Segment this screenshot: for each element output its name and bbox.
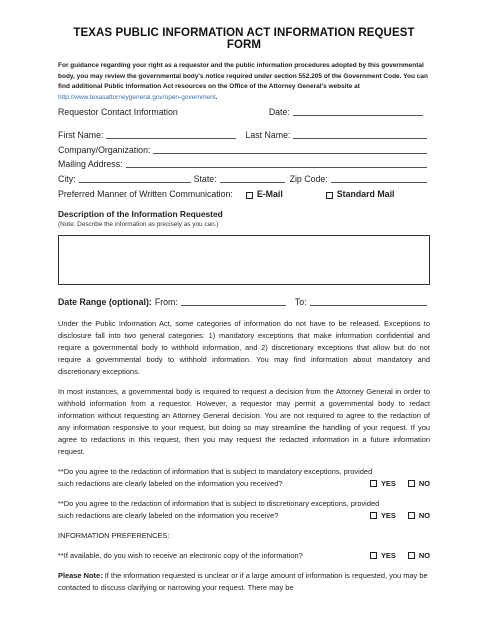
mailing-address-label: Mailing Address: bbox=[58, 159, 123, 170]
mandatory-yes-label: YES bbox=[380, 478, 396, 488]
zip-field[interactable] bbox=[331, 174, 427, 183]
please-note-paragraph bbox=[58, 570, 430, 594]
electronic-no-checkbox[interactable] bbox=[408, 552, 415, 559]
mailing-row bbox=[58, 157, 430, 170]
last-name-label: Last Name: bbox=[245, 130, 291, 141]
mandatory-no-label: NO bbox=[418, 478, 430, 488]
state-field[interactable] bbox=[220, 174, 285, 183]
electronic-yes-checkbox[interactable] bbox=[370, 552, 377, 559]
from-label: From: bbox=[154, 296, 178, 307]
state-label: State: bbox=[193, 173, 217, 184]
intro-end: . bbox=[215, 93, 218, 101]
discretionary-yes-label: YES bbox=[380, 510, 396, 520]
last-name-field[interactable] bbox=[293, 130, 427, 139]
discretionary-question-line2: such redactions are clearly labeled on the information you receive? bbox=[58, 510, 279, 520]
date-range-label: Date Range (optional): bbox=[58, 296, 152, 307]
discretionary-question bbox=[58, 498, 430, 522]
to-field[interactable] bbox=[310, 297, 427, 306]
description-note: (Note: Describe the information as precisely as you can.) bbox=[58, 221, 219, 229]
discretionary-no-checkbox[interactable] bbox=[408, 512, 415, 519]
city-row bbox=[58, 171, 430, 184]
mandatory-no-checkbox[interactable] bbox=[408, 480, 415, 487]
company-row bbox=[58, 142, 430, 155]
company-field[interactable] bbox=[153, 145, 427, 154]
contact-heading-row bbox=[58, 104, 430, 117]
mandatory-question bbox=[58, 466, 430, 490]
name-row bbox=[58, 128, 430, 141]
city-field[interactable] bbox=[79, 174, 191, 183]
electronic-copy-question-text: **If available, do you wish to receive an electronic copy of the information? bbox=[58, 550, 303, 560]
standard-mail-option-label: Standard Mail bbox=[336, 189, 395, 200]
exceptions-paragraph: Under the Public Information Act, some categories of information do not have to be released. Exceptions to disclosure fall into two general categories: 1) mandatory exceptions that make information confidential and require a governmental body to withhold information, and 2) discretionary exceptions that allow but do not require a governmental body to withhold information. You may find information about mandatory and discretionary exceptions. bbox=[58, 318, 430, 376]
mandatory-yes-checkbox[interactable] bbox=[370, 480, 377, 487]
electronic-yes-label: YES bbox=[380, 550, 396, 560]
contact-heading: Requestor Contact Information bbox=[58, 106, 178, 117]
intro-text: For guidance regarding your right as a requestor and the public information procedures adopted by this governmental body, you may review the governmental body's notice required under section 552.205 of the Government Code. You can find additional Public Information Act resources on the Office of the Attorney General's website at bbox=[58, 62, 428, 91]
electronic-no-label: NO bbox=[418, 550, 430, 560]
mailing-address-field[interactable] bbox=[126, 159, 427, 168]
company-label: Company/Organization: bbox=[58, 144, 151, 155]
date-label: Date: bbox=[268, 106, 290, 117]
please-note-text: If the information requested is unclear or if a large amount of information is requested, you may be contacted to discuss clarifying or narrowing your request. There may be bbox=[58, 570, 428, 592]
first-name-field[interactable] bbox=[106, 130, 236, 139]
city-label: City: bbox=[58, 173, 76, 184]
preferred-row bbox=[58, 187, 430, 200]
ag-website-link[interactable]: http://www.texasattorneygeneral.gov/open-government bbox=[58, 93, 216, 101]
first-name-label: First Name: bbox=[58, 130, 104, 141]
description-heading: Description of the Information Requested bbox=[58, 209, 223, 220]
electronic-copy-question bbox=[58, 550, 430, 562]
preferences-heading: INFORMATION PREFERENCES: bbox=[58, 530, 170, 540]
discretionary-yes-checkbox[interactable] bbox=[370, 512, 377, 519]
intro-paragraph bbox=[58, 61, 430, 103]
zip-label: Zip Code: bbox=[289, 173, 328, 184]
date-field[interactable] bbox=[293, 107, 423, 116]
standard-mail-checkbox[interactable] bbox=[326, 192, 333, 199]
description-textarea[interactable] bbox=[58, 235, 430, 285]
mandatory-question-line2: such redactions are clearly labeled on the information you received? bbox=[58, 478, 283, 488]
to-label: To: bbox=[294, 296, 307, 307]
form-title: TEXAS PUBLIC INFORMATION ACT INFORMATION REQUEST FORM bbox=[73, 27, 415, 51]
preferred-label: Preferred Manner of Written Communication: bbox=[58, 189, 233, 200]
date-range-row bbox=[58, 294, 430, 307]
please-note-label: Please Note: bbox=[58, 570, 103, 580]
redaction-paragraph: In most instances, a governmental body is required to request a decision from the Attorney General in order to withhold information from a requestor. However, a requestor may permit a governmental body to redact information without requesting an Attorney General decision. You are not required to agree to the redaction of any information responsive to your request, but doing so may streamline the handling of your request. If you agree to redactions in this request, then you may request the redacted information in a future information request. bbox=[58, 386, 430, 456]
email-checkbox[interactable] bbox=[246, 192, 253, 199]
email-option-label: E-Mail bbox=[256, 189, 283, 200]
discretionary-question-line1: **Do you agree to the redaction of information that is subject to discretionary exceptions, provided bbox=[58, 498, 380, 508]
discretionary-no-label: NO bbox=[418, 510, 430, 520]
from-field[interactable] bbox=[181, 297, 286, 306]
mandatory-question-line1: **Do you agree to the redaction of information that is subject to mandatory exceptions, provided bbox=[58, 466, 373, 476]
